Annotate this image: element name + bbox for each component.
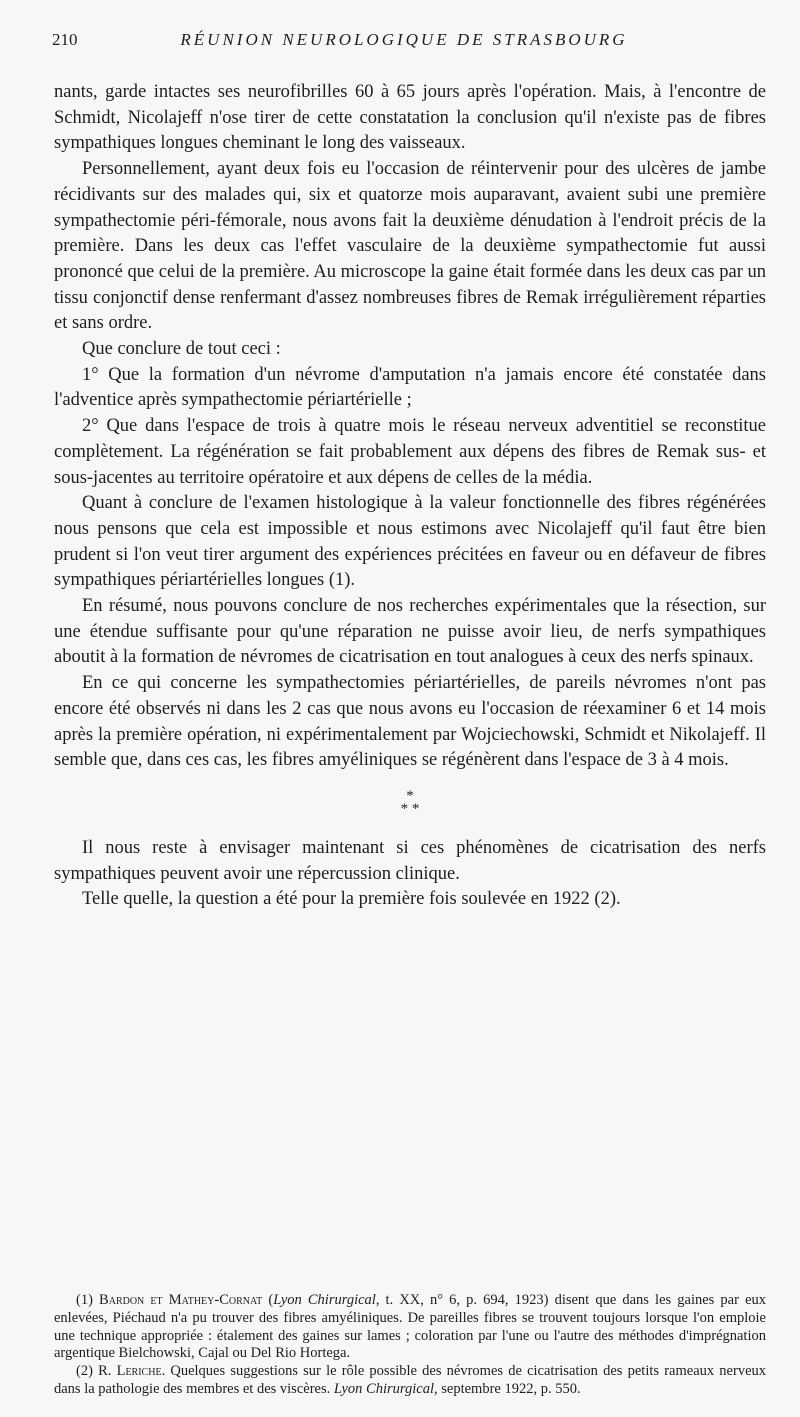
paragraph: En ce qui concerne les sympathectomies périartérielles, de pareils névromes n'ont pas encore été observés ni dans les 2 cas que nous avons eu l'occasion de réexaminer 6 et 14 mois après la première opération, ni expérimentalement par Wojciechowski, Schmidt et Nikolajeff. Il semble que, dans ces cas, les fibres amyéliniques se régénèrent dans l'espace de 3 à 4 mois. [54, 673, 766, 771]
body-text [54, 80, 766, 913]
page-number: 210 [52, 30, 78, 49]
section-separator [54, 787, 766, 817]
footnotes [54, 1292, 766, 1399]
separator-star-bottom: * * [400, 800, 420, 817]
paragraph: Il nous reste à envisager maintenant si ces phénomènes de cicatrisation des nerfs sympathiques peuvent avoir une répercussion clinique. [54, 837, 766, 884]
footnote-marker: (1) [76, 1292, 93, 1308]
footnote-citation: Lyon Chirurgical [273, 1292, 376, 1308]
running-title: RÉUNION NEUROLOGIQUE DE STRASBOURG [180, 30, 628, 49]
page-header [52, 30, 756, 56]
footnote-text: . Quelques suggestions sur le rôle possible des névromes de cicatrisation des petits rameaux nerveux dans la pathologie des membres et des viscères. [54, 1363, 767, 1397]
paragraph: 1° Que la formation d'un névrome d'amputation n'a jamais encore été constatée dans l'adventice après sympathectomie périartérielle ; [54, 364, 766, 411]
footnote-citation: Lyon Chirurgical [333, 1380, 434, 1397]
paragraph: Telle quelle, la question a été pour la première fois soulevée en 1922 (2). [82, 889, 621, 910]
footnote-marker: (2) [76, 1363, 93, 1380]
footnote-text: , t. XX, n° 6, p. 694, 1923) disent que dans les gaines par eux enlevées, Piéchaud n'a pu trouver des fibres amyéliniques. De pareilles fibres se trouvent toujours lorsque l'on emploie une technique appropriée : étalement des gaines sur lames ; coloration par l'une ou l'autre des méthodes d'imprégnation argentique Bielchowski, Cajal ou Del Rio Hortega. [54, 1292, 767, 1362]
paragraph: En résumé, nous pouvons conclure de nos recherches expérimentales que la résection, sur une étendue suffisante pour qu'une réparation ne puisse avoir lieu, de nerfs sympathiques aboutit à la formation de névromes de cicatrisation en tout analogues à ceux des nerfs spinaux. [54, 596, 766, 668]
paragraph: 2° Que dans l'espace de trois à quatre mois le réseau nerveux adventitiel se reconstitue complètement. La régénération se fait probablement aux dépens des fibres de Remak sus- et sous-jacentes au territoire opératoire et aux dépens de celles de la média. [54, 416, 766, 488]
footnote [54, 1363, 766, 1399]
footnote-authors: Bardon et Mathey-Cornat [99, 1292, 263, 1308]
footnote-authors: R. Leriche [98, 1363, 162, 1380]
paragraph: nants, garde intactes ses neurofibrilles 60 à 65 jours après l'opération. Mais, à l'encontre de Schmidt, Nicolajeff n'ose tirer de cette constatation la conclusion qu'il n'existe pas de fibres sympathiques longues cheminant le long des vaisseaux. [54, 82, 766, 154]
paragraph: Quant à conclure de l'examen histologique à la valeur fonctionnelle des fibres régénérées nous pensons que cela est impossible et nous estimons avec Nicolajeff qu'il faut être bien prudent si l'on veut tirer argument des expériences précitées en faveur ou en défaveur de fibres sympathiques périartérielles longues (1). [54, 493, 766, 591]
separator-star-top: * [406, 787, 414, 804]
footnote: (1) Bardon et Mathey-Cornat (Lyon Chirurgical, t. XX, n° 6, p. 694, 1923) disent que dans les gaines par eux enlevées, Piéchaud n'a pu trouver des fibres amyéliniques. De pareilles fibres se trouvent toujours lorsque l'on emploie une technique appropriée : étalement des gaines sur lames ; coloration par l'une ou l'autre des méthodes d'imprégnation argentique Bielchowski, Cajal ou Del Rio Hortega. [54, 1292, 767, 1362]
paragraph: Personnellement, ayant deux fois eu l'occasion de réintervenir pour des ulcères de jambe récidivants sur des malades qui, six et quatorze mois auparavant, avaient subi une première sympathectomie péri-fémorale, nous avons fait la deuxième dénudation à l'endroit précis de la première. Dans les deux cas l'effet vasculaire de la deuxième sympathectomie fut aussi prononcé que celui de la première. Au microscope la gaine était formée dans les deux cas par un tissu conjonctif dense renfermant d'assez nombreuses fibres de Remak irrégulièrement réparties et sans ordre. [54, 159, 766, 334]
paragraph: Que conclure de tout ceci : [82, 339, 281, 360]
footnote-tail: , septembre 1922, p. 550. [434, 1380, 581, 1397]
